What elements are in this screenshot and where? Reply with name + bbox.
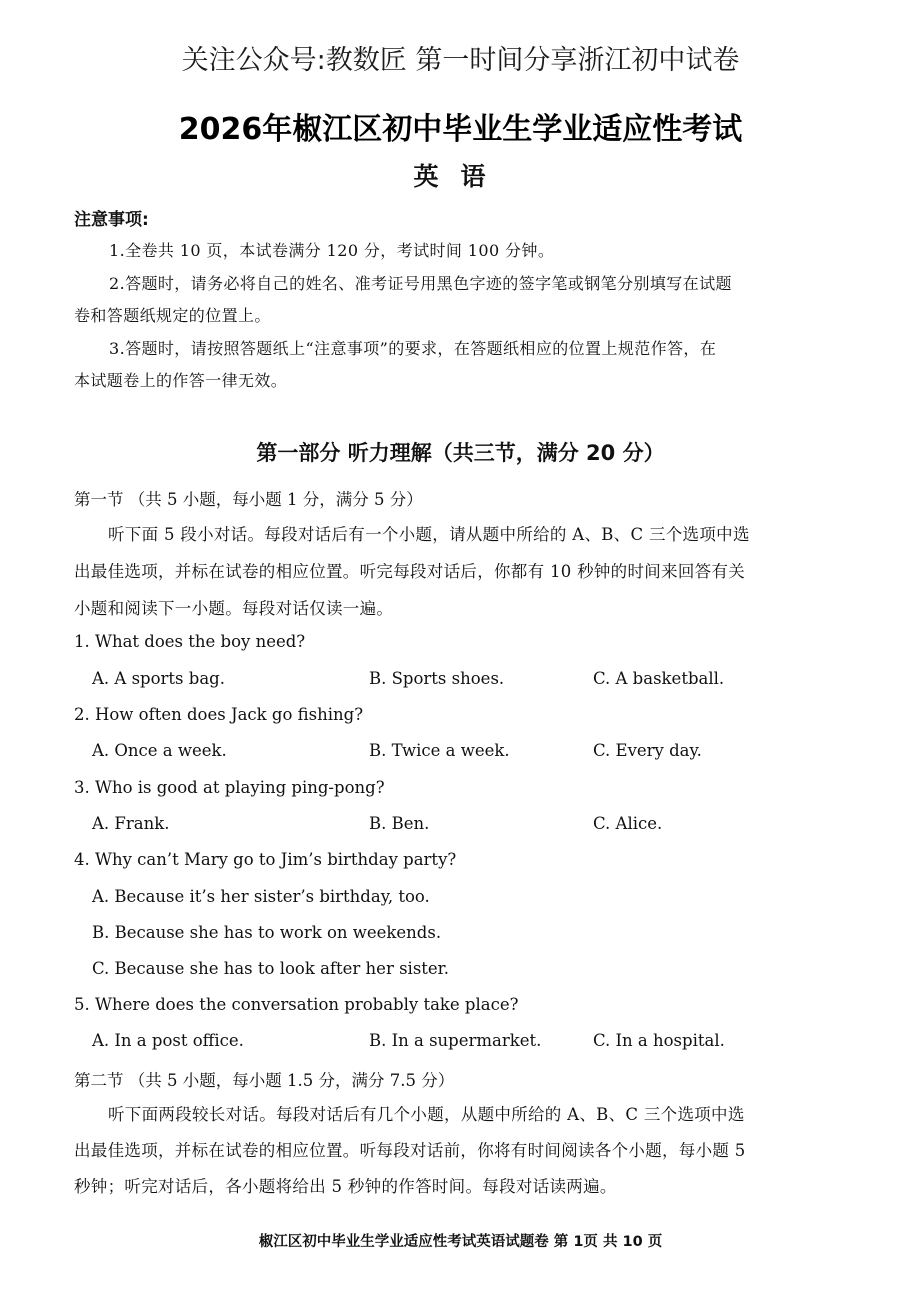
part1-heading: 第一部分 听力理解（共三节，满分 20 分） [256, 441, 665, 465]
subject-title: 英语 [413, 162, 508, 191]
section2-instruction: 出最佳选项，并标在试卷的相应位置。听每段对话前，你将有时间阅读各个小题，每小题 5 [74, 1141, 746, 1160]
notice-heading: 注意事项: [74, 210, 149, 230]
section1-instruction: 出最佳选项，并标在试卷的相应位置。听完每段对话后，你都有 10 秒钟的时间来回答有关 [74, 562, 746, 581]
option-b: B. Sports shoes. [369, 669, 505, 688]
notice-line: 1.全卷共 10 页，本试卷满分 120 分，考试时间 100 分钟。 [109, 241, 555, 260]
question-stem: 3. Who is good at playing ping-pong? [74, 778, 385, 797]
exam-title: 2026年椒江区初中毕业生学业适应性考试 [178, 112, 743, 147]
section1-instruction: 小题和阅读下一小题。每段对话仅读一遍。 [74, 599, 394, 618]
option-c: C. Every day. [593, 741, 702, 760]
header-banner: 关注公众号:教数匠 第一时间分享浙江初中试卷 [181, 45, 740, 76]
section2-instruction: 秒钟；听完对话后，各小题将给出 5 秒钟的作答时间。每段对话读两遍。 [74, 1177, 617, 1196]
page-footer: 椒江区初中毕业生学业适应性考试英语试题卷 第 1页 共 10 页 [258, 1234, 663, 1250]
option-a: A. A sports bag. [92, 669, 225, 688]
notice-line: 本试题卷上的作答一律无效。 [74, 371, 288, 390]
section2-heading: 第二节 （共 5 小题，每小题 1.5 分，满分 7.5 分） [74, 1071, 455, 1090]
option-c: C. A basketball. [593, 669, 725, 688]
option-a: A. In a post office. [92, 1031, 244, 1050]
option-a: A. Because it’s her sister’s birthday, too. [92, 887, 430, 906]
notice-line: 卷和答题纸规定的位置上。 [74, 306, 271, 325]
section1-heading: 第一节 （共 5 小题，每小题 1 分，满分 5 分） [74, 490, 423, 509]
question-stem: 4. Why can’t Mary go to Jim’s birthday party? [74, 850, 457, 869]
question-stem: 2. How often does Jack go fishing? [74, 705, 364, 724]
question-stem: 5. Where does the conversation probably take place? [74, 995, 519, 1014]
option-b: B. Ben. [369, 814, 430, 833]
option-b: B. Twice a week. [369, 741, 510, 760]
option-b: B. Because she has to work on weekends. [92, 923, 442, 942]
section1-instruction: 听下面 5 段小对话。每段对话后有一个小题，请从题中所给的 A、B、C 三个选项中选 [108, 525, 750, 544]
notice-line: 2.答题时，请务必将自己的姓名、准考证号用黑色字迹的签字笔或钢笔分别填写在试题 [109, 274, 732, 293]
option-b: B. In a supermarket. [369, 1031, 542, 1050]
option-a: A. Once a week. [92, 741, 227, 760]
notice-line: 3.答题时，请按照答题纸上“注意事项”的要求，在答题纸相应的位置上规范作答，在 [109, 339, 717, 358]
section2-instruction: 听下面两段较长对话。每段对话后有几个小题，从题中所给的 A、B、C 三个选项中选 [108, 1105, 745, 1124]
option-c: C. Alice. [593, 814, 663, 833]
option-c: C. In a hospital. [593, 1031, 725, 1050]
option-c: C. Because she has to look after her sister. [92, 959, 449, 978]
question-stem: 1. What does the boy need? [74, 632, 306, 651]
option-a: A. Frank. [92, 814, 170, 833]
